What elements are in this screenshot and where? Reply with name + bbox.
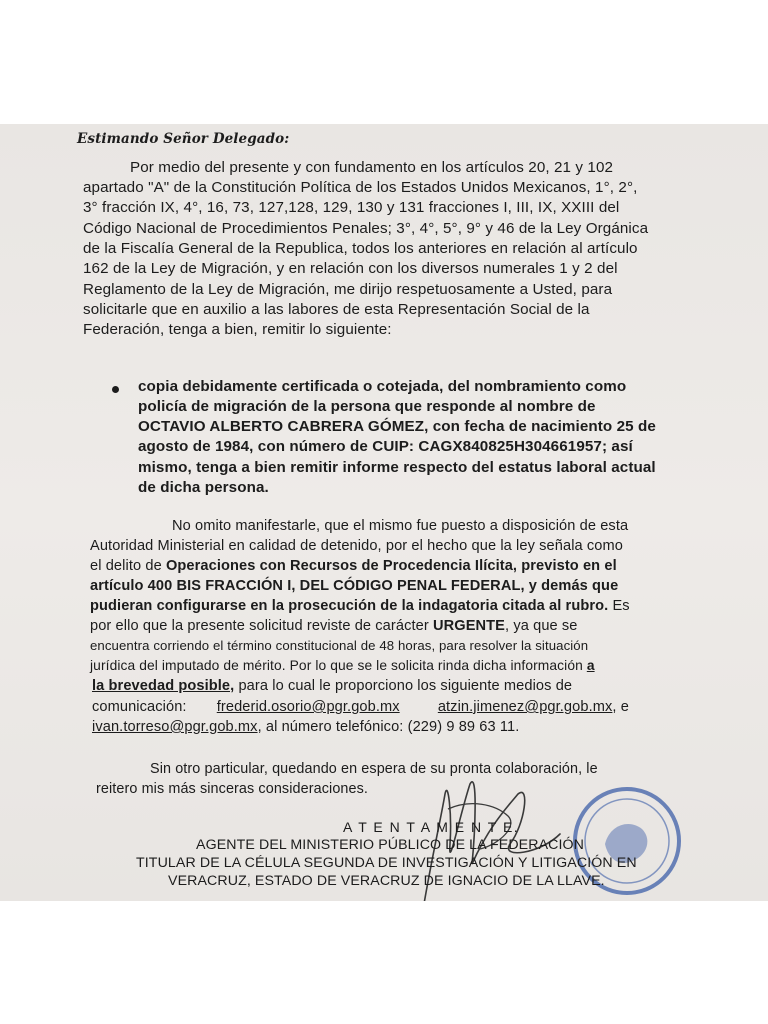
paragraph-2-line: el delito de Operaciones con Recursos de Procedencia Ilícita, previsto en el [90, 558, 617, 574]
paragraph-1-line: 3° fracción IX, 4°, 16, 73, 127,128, 129, 130 y 131 fracciones I, III, IX, XXIII del [83, 199, 620, 216]
closing-line: VERACRUZ, ESTADO DE VERACRUZ DE IGNACIO DE LA LLAVE. [168, 873, 605, 889]
paragraph-2-line: por ello que la presente solicitud reviste de carácter URGENTE, ya que se [90, 618, 578, 634]
paragraph-1-line: apartado "A" de la Constitución Política de los Estados Unidos Mexicanos, 1°, 2°, [83, 179, 638, 196]
closing-atte: A T E N T A M E N T E. [343, 819, 520, 835]
bullet-line: mismo, tenga a bien remitir informe respecto del estatus laboral actual [138, 459, 656, 476]
closing-line: TITULAR DE LA CÉLULA SEGUNDA DE INVESTIGACIÓN Y LITIGACIÓN EN [136, 855, 637, 871]
bullet-line: de dicha persona. [138, 479, 269, 496]
paragraph-1-line: solicitarle que en auxilio a las labores de esta Representación Social de la [83, 301, 590, 318]
paragraph-2-line: No omito manifestarle, que el mismo fue puesto a disposición de esta [172, 518, 629, 534]
paragraph-2-line: comunicación: frederid.osorio@pgr.gob.mx atzin.jimenez@pgr.gob.mx, e [92, 699, 629, 715]
paragraph-2-line: Autoridad Ministerial en calidad de detenido, por el hecho que la ley señala como [90, 538, 623, 554]
email-link-3[interactable]: ivan.torreso@pgr.gob.mx [92, 719, 258, 735]
bullet-line: copia debidamente certificada o cotejada, del nombramiento como [138, 378, 627, 395]
bullet-dot [112, 386, 119, 393]
greeting: Estimando Señor Delegado: [77, 131, 290, 147]
bullet-line: OCTAVIO ALBERTO CABRERA GÓMEZ, con fecha de nacimiento 25 de [138, 418, 656, 435]
paragraph-2-line: jurídica del imputado de mérito. Por lo que se le solicita rinda dicha información a [90, 658, 595, 673]
paragraph-3-line: reitero mis más sinceras consideraciones. [96, 781, 369, 797]
paragraph-1-line: Código Nacional de Procedimientos Penales; 3°, 4°, 5°, 9° y 46 de la Ley Orgánica [83, 220, 649, 237]
document-photo [0, 124, 768, 901]
paragraph-2-line: encuentra corriendo el término constitucional de 48 horas, para resolver la situación [90, 638, 589, 653]
email-link-1[interactable]: frederid.osorio@pgr.gob.mx [216, 699, 400, 715]
paragraph-2-line: pudieran configurarse en la prosecución de la indagatoria citada al rubro. Es [90, 598, 630, 614]
paragraph-1-line: Federación, tenga a bien, remitir lo siguiente: [83, 321, 392, 338]
paragraph-1-line: Reglamento de la Ley de Migración, me dirijo respetuosamente a Usted, para [83, 281, 613, 298]
paragraph-3-line: Sin otro particular, quedando en espera de su pronta colaboración, le [150, 761, 598, 777]
paragraph-2-line: artículo 400 BIS FRACCIÓN I, DEL CÓDIGO PENAL FEDERAL, y demás que [90, 578, 619, 594]
paragraph-2-line: la brevedad posible, para lo cual le proporciono los siguiente medios de [92, 678, 573, 694]
paragraph-1-line: de la Fiscalía General de la Republica, todos los anteriores en relación al artículo [83, 240, 638, 257]
bullet-line: policía de migración de la persona que responde al nombre de [138, 398, 596, 415]
paragraph-1-line: Por medio del presente y con fundamento en los artículos 20, 21 y 102 [130, 159, 614, 176]
email-link-2[interactable]: atzin.jimenez@pgr.gob.mx [437, 699, 613, 715]
bullet-line: agosto de 1984, con número de CUIP: CAGX840825H304661957; así [138, 438, 633, 455]
paragraph-2-line: ivan.torreso@pgr.gob.mx, al número telefónico: (229) 9 89 63 11. [92, 719, 520, 735]
closing-line: AGENTE DEL MINISTERIO PÚBLICO DE LA FEDERACIÓN [196, 837, 585, 853]
paragraph-1-line: 162 de la Ley de Migración, y en relación con los diversos numerales 1 y 2 del [83, 260, 618, 277]
